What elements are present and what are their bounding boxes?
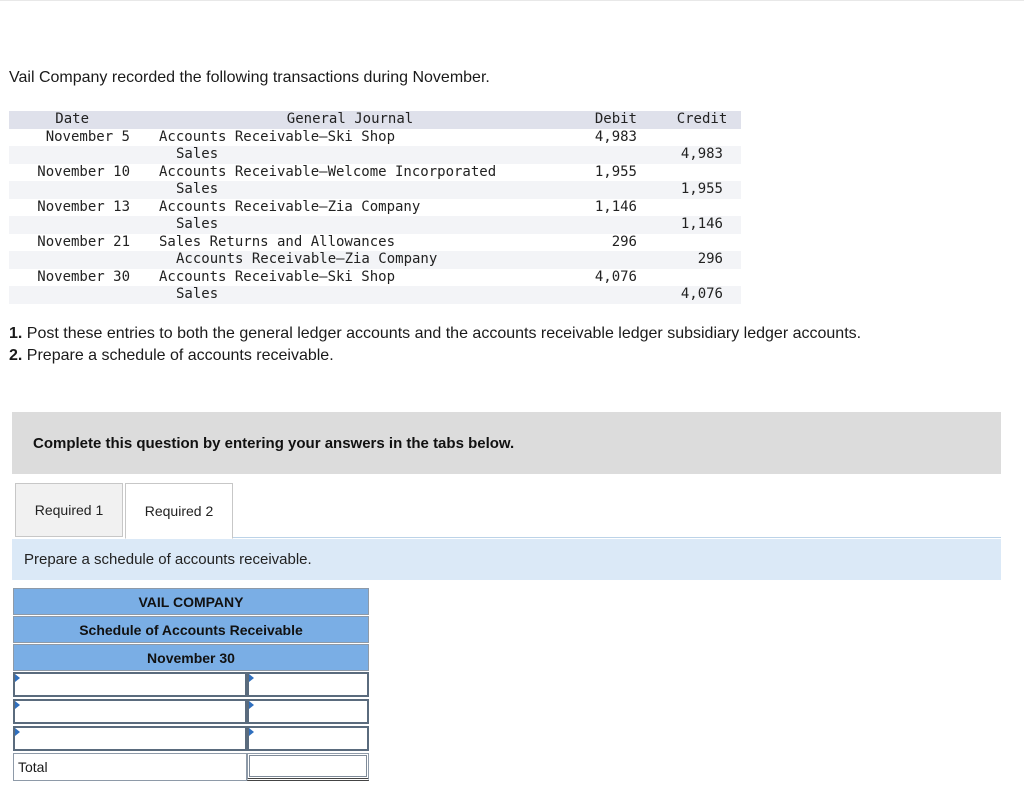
journal-debit: 1,146	[594, 198, 637, 215]
amount-input[interactable]	[249, 728, 367, 749]
journal-credit: 1,955	[680, 181, 723, 197]
tab-required-2[interactable]: Required 2	[125, 483, 233, 539]
journal-date: November 21	[37, 233, 130, 250]
journal-row	[9, 146, 741, 164]
dropdown-marker-icon	[249, 728, 254, 736]
dropdown-marker-icon	[15, 728, 20, 736]
tab-required-1[interactable]: Required 1	[15, 483, 123, 537]
amount-input[interactable]	[249, 701, 367, 722]
dropdown-marker-icon	[15, 701, 20, 709]
journal-account: Sales	[176, 181, 219, 197]
total-cell	[247, 753, 369, 781]
amount-cell	[247, 699, 369, 724]
customer-name-cell	[13, 672, 247, 697]
journal-credit: 4,983	[680, 146, 723, 162]
journal-header-date: Date	[55, 111, 89, 127]
tab-bar	[15, 483, 1001, 538]
tab-divider	[233, 537, 1001, 538]
journal-credit: 296	[697, 251, 723, 267]
journal-credit: 1,146	[680, 216, 723, 232]
journal-debit: 296	[611, 233, 637, 250]
amount-cell	[247, 726, 369, 751]
journal-account: Sales	[176, 216, 219, 232]
instruction-2-text: Prepare a schedule of accounts receivable.	[22, 347, 334, 364]
instruction-1-text: Post these entries to both the general ledger accounts and the accounts receivable ledger subsidiary ledger accounts.	[22, 325, 862, 342]
journal-header-debit: Debit	[594, 111, 637, 127]
journal-header-credit: Credit	[676, 111, 728, 127]
journal-header-title: General Journal	[286, 111, 414, 127]
dropdown-marker-icon	[249, 674, 254, 682]
journal-account: Accounts Receivable—Ski Shop	[159, 268, 396, 285]
journal-date: November 13	[37, 198, 130, 215]
customer-name-input[interactable]	[15, 728, 245, 749]
schedule-row	[13, 672, 369, 699]
journal-date: November 5	[45, 128, 130, 145]
journal-date: November 30	[37, 268, 130, 285]
instruction-2	[9, 345, 861, 367]
journal-account: Accounts Receivable—Zia Company	[176, 251, 438, 267]
instruction-1	[9, 323, 861, 345]
journal-row	[9, 164, 741, 182]
journal-row	[9, 269, 741, 287]
schedule-of-accounts-receivable	[13, 588, 369, 781]
dropdown-marker-icon	[249, 701, 254, 709]
journal-debit: 1,955	[594, 163, 637, 180]
schedule-company: VAIL COMPANY	[13, 588, 369, 615]
prepare-instruction: Prepare a schedule of accounts receivable.	[12, 539, 1001, 580]
journal-row	[9, 286, 741, 304]
customer-name-input[interactable]	[15, 674, 245, 695]
schedule-total-row	[13, 753, 369, 781]
schedule-title: Schedule of Accounts Receivable	[13, 616, 369, 643]
instruction-1-number: 1.	[9, 325, 23, 342]
amount-input[interactable]	[249, 674, 367, 695]
journal-header-row	[9, 111, 741, 129]
journal-row	[9, 234, 741, 252]
total-label: Total	[13, 753, 247, 781]
journal-account: Sales Returns and Allowances	[159, 233, 396, 250]
journal-account: Sales	[176, 146, 219, 162]
customer-name-cell	[13, 726, 247, 751]
journal-debit: 4,076	[594, 268, 637, 285]
total-input-box	[249, 755, 367, 777]
journal-row	[9, 216, 741, 234]
journal-credit: 4,076	[680, 286, 723, 302]
journal-debit: 4,983	[594, 128, 637, 145]
journal-date: November 10	[37, 163, 130, 180]
journal-account: Accounts Receivable—Ski Shop	[159, 128, 396, 145]
customer-name-cell	[13, 699, 247, 724]
intro-text: Vail Company recorded the following transactions during November.	[9, 69, 490, 86]
journal-row	[9, 129, 741, 147]
top-divider	[0, 0, 1024, 1]
journal-row	[9, 181, 741, 199]
journal-account: Accounts Receivable—Zia Company	[159, 198, 421, 215]
journal-row	[9, 199, 741, 217]
instructions	[9, 323, 861, 367]
general-journal	[9, 111, 741, 304]
customer-name-input[interactable]	[15, 701, 245, 722]
complete-question-banner: Complete this question by entering your answers in the tabs below.	[12, 412, 1001, 474]
schedule-row	[13, 699, 369, 726]
journal-account: Sales	[176, 286, 219, 302]
total-input[interactable]	[250, 756, 366, 776]
schedule-row	[13, 726, 369, 753]
schedule-date: November 30	[13, 644, 369, 671]
instruction-2-number: 2.	[9, 347, 23, 364]
dropdown-marker-icon	[15, 674, 20, 682]
journal-row	[9, 251, 741, 269]
amount-cell	[247, 672, 369, 697]
journal-account: Accounts Receivable—Welcome Incorporated	[159, 163, 497, 180]
